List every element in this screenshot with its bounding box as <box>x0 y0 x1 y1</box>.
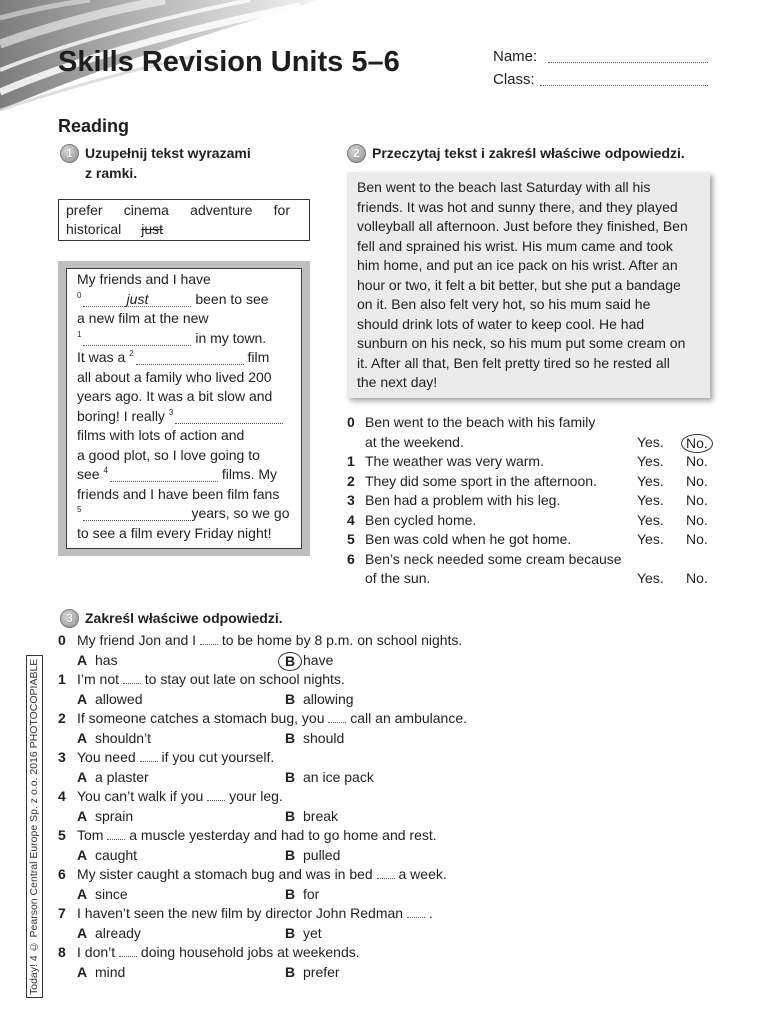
option-b-letter[interactable]: B <box>285 885 296 902</box>
option-a-letter[interactable]: A <box>77 807 88 824</box>
statement-item <box>347 511 727 531</box>
statement-item <box>347 491 727 511</box>
passage-line <box>77 426 301 446</box>
yes-option[interactable]: Yes. <box>637 472 664 489</box>
word-option-crossed-out: just <box>141 221 164 237</box>
no-option[interactable]: No. <box>686 472 708 489</box>
exercise-2-instruction: Przeczytaj tekst i zakreśl właściwe odpowiedzi. <box>372 145 685 161</box>
reading-line: fell and sprained his wrist. His mum came and took <box>357 237 673 254</box>
word-box-row <box>59 201 309 221</box>
yes-option[interactable]: Yes. <box>637 511 664 528</box>
question-text: to stay out late on school nights. <box>144 671 345 687</box>
option-a-letter[interactable]: A <box>77 690 88 707</box>
option-b-letter[interactable]: B <box>285 963 296 980</box>
question-item <box>58 670 578 709</box>
question-item <box>58 904 578 943</box>
passage-line <box>77 465 301 485</box>
question-number: 5 <box>58 827 66 843</box>
option-a-letter[interactable]: A <box>77 846 88 863</box>
statement-text: Ben had a problem with his leg. <box>365 492 561 508</box>
reading-line: him home, and put an ice pack on his wrist. After an <box>357 257 678 273</box>
yes-option[interactable]: Yes. <box>637 531 664 547</box>
passage-line <box>77 329 301 349</box>
reading-line: it. After all that, Ben felt pretty tired so he rested all <box>357 354 670 371</box>
no-option[interactable]: No. <box>686 531 708 547</box>
answer-blank[interactable] <box>140 748 158 762</box>
instruction-line: z ramki. <box>85 164 138 181</box>
passage-text: been to see <box>195 290 269 307</box>
gap-blank[interactable] <box>83 331 191 346</box>
answer-blank[interactable] <box>107 826 125 840</box>
question-text: a muscle yesterday and had to go home and rest. <box>129 827 437 843</box>
question-number: 4 <box>58 788 66 804</box>
option-b-text[interactable]: for <box>303 885 320 902</box>
passage-line <box>77 270 301 290</box>
class-label: Class: <box>493 71 535 88</box>
instruction-line: Uzupełnij tekst wyrazami <box>85 145 251 161</box>
gap-number: 0 <box>77 290 82 300</box>
passage-text: film <box>247 349 270 365</box>
passage-text: see <box>77 466 100 482</box>
question-number: 2 <box>58 710 66 726</box>
passage-text: a new film at the new <box>77 310 209 326</box>
question-text: You can’t walk if you <box>77 788 204 804</box>
question-number: 7 <box>58 905 66 921</box>
gap-number: 2 <box>129 349 134 359</box>
gap-number: 5 <box>77 505 82 515</box>
question-item <box>58 826 578 865</box>
gap-example-answer: just <box>126 290 149 307</box>
question-number: 6 <box>58 866 66 882</box>
exercise-1-instruction <box>85 144 251 183</box>
passage-line <box>77 485 301 505</box>
passage-line <box>77 368 301 388</box>
answer-blank[interactable] <box>377 865 395 879</box>
gap-number: 1 <box>77 329 82 339</box>
question-number: 1 <box>58 671 66 687</box>
statement-text: Ben was cold when he got home. <box>365 531 572 547</box>
option-a-text[interactable]: a plaster <box>95 768 149 785</box>
name-field[interactable] <box>548 62 708 63</box>
passage-text: films with lots of action and <box>77 427 245 443</box>
statement-number: 0 <box>347 414 355 430</box>
statement-item <box>347 413 727 452</box>
question-text: I don’t <box>77 944 116 960</box>
statement-number: 5 <box>347 531 355 547</box>
no-option[interactable]: No. <box>686 570 708 586</box>
passage-line <box>77 387 301 407</box>
statement-number: 3 <box>347 492 355 508</box>
option-a-text[interactable]: since <box>95 885 128 902</box>
passage-line <box>77 524 301 544</box>
question-number: 0 <box>58 632 66 648</box>
answer-blank[interactable] <box>123 670 141 684</box>
reading-line: the next day! <box>357 374 438 390</box>
class-field[interactable] <box>540 85 708 86</box>
option-a-text[interactable]: already <box>95 924 141 941</box>
reading-line: sunburn on his neck, so his mum put some cream on <box>357 335 686 351</box>
question-text: to be home by 8 p.m. on school nights. <box>221 632 463 648</box>
question-text: I haven’t seen the new film by director John Redman <box>77 905 404 921</box>
option-a-text[interactable]: sprain <box>95 807 134 824</box>
yes-option[interactable]: Yes. <box>637 570 664 586</box>
reading-text-box <box>347 172 710 398</box>
reading-line: friends. It was hot and sunny there, and they played <box>357 198 678 215</box>
page-title: Skills Revision Units 5–6 <box>58 46 400 78</box>
option-b-letter[interactable]: B <box>285 846 296 863</box>
section-heading: Reading <box>58 116 130 136</box>
passage-text: films. My <box>221 466 278 482</box>
passage-text: boring! I really <box>77 407 165 424</box>
no-option-circled[interactable]: No. <box>681 434 713 453</box>
option-a-text[interactable]: shouldn’t <box>95 729 152 746</box>
option-a-letter[interactable]: A <box>77 963 88 980</box>
answer-blank[interactable] <box>407 904 425 918</box>
word-box <box>58 199 310 241</box>
gap-blank[interactable] <box>83 506 191 521</box>
option-a-letter[interactable]: A <box>77 768 88 785</box>
option-b-letter[interactable]: B <box>285 768 296 785</box>
yes-option[interactable]: Yes. <box>637 492 664 508</box>
reading-line: volleyball all afternoon. Just before they finished, Ben <box>357 218 688 234</box>
question-number: 3 <box>58 749 66 765</box>
passage-line <box>77 309 301 329</box>
passage-text: friends and I have been film fans <box>77 485 280 502</box>
no-option[interactable]: No. <box>686 453 708 469</box>
option-b-text[interactable]: have <box>303 651 334 668</box>
question-text: your leg. <box>229 788 283 804</box>
answer-blank[interactable] <box>200 631 218 645</box>
question-item <box>58 943 578 982</box>
gap-number: 4 <box>103 466 108 476</box>
option-b-text[interactable]: break <box>303 807 339 824</box>
option-a-text[interactable]: mind <box>95 963 126 980</box>
passage-text: My friends and I have <box>77 271 211 287</box>
question-item <box>58 865 578 904</box>
statement-text: The weather was very warm. <box>365 453 544 469</box>
gap-blank[interactable] <box>110 467 218 482</box>
statement-text: at the weekend. <box>365 433 464 450</box>
question-item <box>58 748 578 787</box>
question-text: if you cut yourself. <box>161 749 275 765</box>
word-box-row <box>59 220 309 240</box>
no-option[interactable]: No. <box>686 492 708 508</box>
reading-line: Ben went to the beach last Saturday with all his <box>357 179 651 195</box>
yes-option[interactable]: Yes. <box>637 433 664 450</box>
question-text: You need <box>77 749 136 765</box>
exercise-3-instruction: Zakreśl właściwe odpowiedzi. <box>85 610 283 626</box>
question-text: My friend Jon and I <box>77 632 197 648</box>
option-b-text[interactable]: prefer <box>303 963 340 980</box>
exercise-2-number-badge: 2 <box>347 144 366 163</box>
passage-line <box>77 446 301 466</box>
question-item <box>58 787 578 826</box>
option-b-text[interactable]: allowing <box>303 690 354 707</box>
answer-blank[interactable] <box>119 943 137 957</box>
question-text: call an ambulance. <box>350 710 468 726</box>
gapfill-text <box>66 268 302 549</box>
option-b-text[interactable]: yet <box>303 924 322 941</box>
passage-line <box>77 504 301 524</box>
answer-blank[interactable] <box>328 709 346 723</box>
question-text: a week. <box>398 866 447 882</box>
statement-number: 6 <box>347 550 355 567</box>
question-item <box>58 709 578 748</box>
option-b-text[interactable]: pulled <box>303 846 341 863</box>
option-b-text[interactable]: an ice pack <box>303 768 374 785</box>
passage-text: years ago. It was a bit slow and <box>77 388 273 404</box>
option-a-text[interactable]: allowed <box>95 690 143 707</box>
passage-line <box>77 290 301 310</box>
reading-line: should drink lots of water to keep cool. He had <box>357 315 645 332</box>
passage-text: in my town. <box>195 329 267 346</box>
statement-text: of the sun. <box>365 570 431 586</box>
statement-item <box>347 472 727 492</box>
word-option: cinema <box>123 201 169 218</box>
yes-option[interactable]: Yes. <box>637 453 664 469</box>
reading-line: hour or two, it felt a bit better, but she put a bandage <box>357 276 681 293</box>
passage-line <box>77 348 301 368</box>
passage-text: to see a film every Friday night! <box>77 524 272 541</box>
answer-blank[interactable] <box>207 787 225 801</box>
option-b-letter-circled[interactable]: B <box>278 652 302 671</box>
gap-blank[interactable] <box>175 409 283 424</box>
statement-number: 4 <box>347 511 355 528</box>
statement-text: Ben cycled home. <box>365 511 477 528</box>
statement-list <box>347 413 727 589</box>
gap-number: 3 <box>168 407 174 417</box>
option-b-letter[interactable]: B <box>285 924 296 941</box>
option-b-letter[interactable]: B <box>285 729 296 746</box>
passage-text: years, so we go <box>191 505 290 521</box>
statement-text: Ben’s neck needed some cream because <box>365 550 622 567</box>
passage-text: all about a family who lived 200 <box>77 368 272 385</box>
question-number: 8 <box>58 944 66 960</box>
word-option: historical <box>66 221 122 237</box>
gap-blank[interactable] <box>83 292 191 307</box>
question-text: I’m not <box>77 671 120 687</box>
exercise-3-number-badge: 3 <box>60 609 79 628</box>
statement-number: 1 <box>347 453 355 469</box>
question-item <box>58 631 578 670</box>
statement-item <box>347 452 727 472</box>
option-b-letter[interactable]: B <box>285 807 296 824</box>
word-option: prefer <box>66 201 103 218</box>
option-a-text[interactable]: caught <box>95 846 138 863</box>
copyright-notice: Today! 4 © Pearson Central Europe Sp. z o.o. 2016 PHOTOCOPIABLE <box>26 655 43 998</box>
option-b-letter[interactable]: B <box>285 690 296 707</box>
no-option[interactable]: No. <box>686 511 708 528</box>
statement-text: They did some sport in the afternoon. <box>365 472 597 489</box>
exercise-1-number-badge: 1 <box>60 144 79 163</box>
statement-text: Ben went to the beach with his family <box>365 414 596 430</box>
word-option: adventure <box>190 201 253 218</box>
option-b-text[interactable]: should <box>303 729 345 746</box>
option-a-letter[interactable]: A <box>77 729 88 746</box>
question-text: . <box>428 905 433 921</box>
option-a-letter[interactable]: A <box>77 651 88 668</box>
option-a-letter[interactable]: A <box>77 885 88 902</box>
statement-item <box>347 530 727 550</box>
passage-text: It was a <box>77 349 126 365</box>
option-a-letter[interactable]: A <box>77 924 88 941</box>
option-a-text[interactable]: has <box>95 651 118 668</box>
statement-item <box>347 550 727 589</box>
gap-blank[interactable] <box>136 350 244 365</box>
question-list <box>58 631 578 982</box>
word-option: for <box>273 201 290 218</box>
question-text: My sister caught a stomach bug and was in bed <box>77 866 373 882</box>
passage-text: a good plot, so I love going to <box>77 446 260 463</box>
name-label: Name: <box>493 48 538 65</box>
question-text: Tom <box>77 827 104 843</box>
reading-line: on it. Ben also felt very hot, so his mum said he <box>357 296 651 312</box>
question-text: doing household jobs at weekends. <box>140 944 360 960</box>
statement-number: 2 <box>347 472 355 489</box>
question-text: If someone catches a stomach bug, you <box>77 710 325 726</box>
passage-line <box>77 407 301 427</box>
gapfill-text-frame <box>58 261 310 556</box>
